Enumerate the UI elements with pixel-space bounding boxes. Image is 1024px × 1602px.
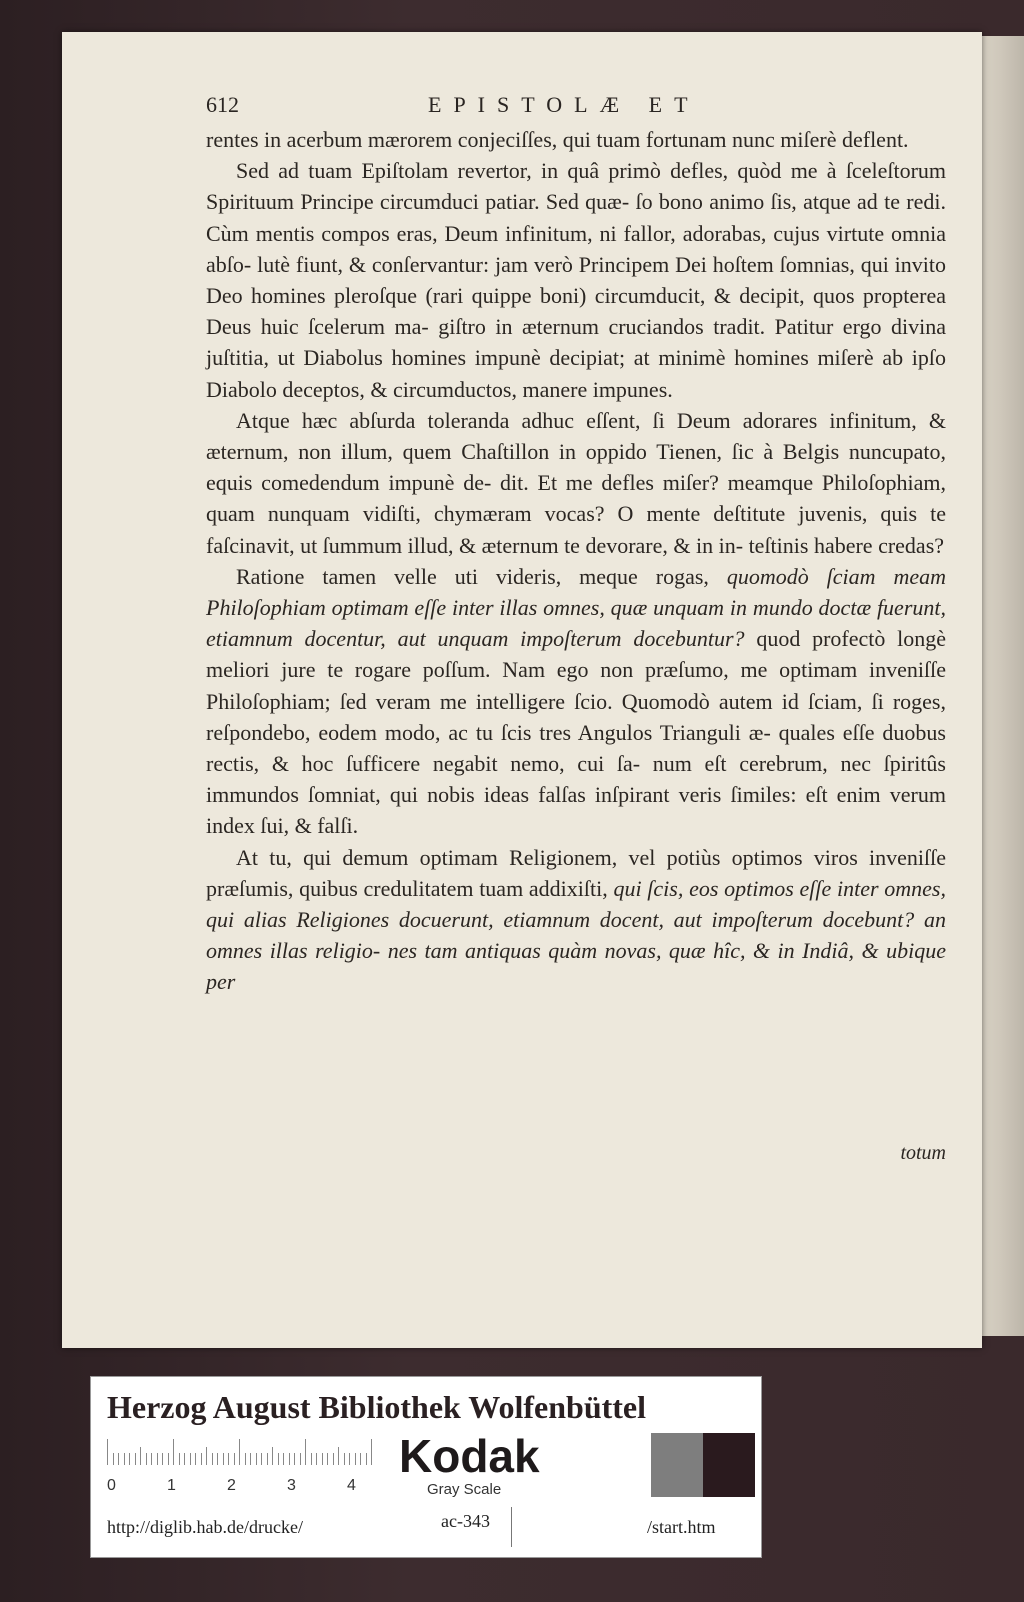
gray-scale-patches [599,1433,755,1497]
running-head [206,92,766,122]
italic-text: etiamnum docent, aut impoſterum docebunt? an omnes illas religio- [206,907,946,964]
text-line: Ratione tamen velle uti videris, meque rogas, [236,563,727,589]
ruler-tick [107,1439,108,1465]
text-line: vidiſti, chymæram vocas? O mente deſtitute juvenis, quis te [362,501,946,527]
ruler-tick [261,1453,262,1465]
gray-patch-dark [703,1433,755,1497]
catchword: totum [900,1142,946,1164]
text-line: ſomnias, qui invito Deo homines pleroſque (rari quippe boni) [206,251,947,309]
ruler-scale [107,1439,377,1465]
url-suffix: /start.htm [647,1517,716,1537]
ruler-tick [217,1453,218,1465]
kodak-logo: Kodak [399,1430,540,1482]
text-line: infinitum, & æternum, non illum, quem Chaſtillon in oppido [206,407,946,465]
text-line: quales eſſe duobus rectis, & hoc ſufficere negabit nemo, cui ſa- [206,719,946,777]
ruler-tick [118,1453,119,1465]
paragraph-4 [206,561,946,842]
text-line: ab ipſo Diabolo deceptos, & circumductos, manere impunes. [206,345,946,402]
ruler-tick [184,1453,185,1465]
ruler-tick [113,1453,114,1465]
text-line: faſcinavit, ut ſummum illud, & æternum te devorare, & in in- [206,532,749,558]
ruler-tick [305,1439,306,1465]
ruler-tick [239,1439,240,1465]
ruler-tick [223,1453,224,1465]
ruler-tick [327,1453,328,1465]
ruler-tick [344,1453,345,1465]
ruler-tick [179,1453,180,1465]
ruler-number: 4 [347,1477,356,1494]
text-line: dit. Et me defles miſer? meamque Philoſophiam, quam nunquam [206,470,946,527]
archive-color-card [90,1376,762,1558]
text-line: miſerè deflent. [780,127,909,152]
text-line: ideas falſas inſpirant veris ſimiles: eſt enim verum index ſui, & [206,782,946,839]
ruler-tick [311,1453,312,1465]
text-line: quod profectò longè meliori jure te rogare poſſum. [206,626,947,683]
page-number: 612 [206,92,239,117]
ruler-tick [294,1453,295,1465]
text-line: Deum infinitum, ni fallor, adorabas, cujus virtute omnia abſo- [206,220,947,277]
ruler-tick [267,1453,268,1465]
italic-text: qui [613,875,648,901]
text-line: ſed veram me intelligere ſcio. Quomodò autem id ſciam, ſi roges, [339,688,946,714]
text-line: circumducit, & decipit, quos propterea Deus huic ſcelerum ma- [206,283,946,340]
ruler-tick [206,1447,207,1465]
text-line: At tu, qui demum optimam Religionem, vel potiùs optimos [236,844,814,870]
ruler-tick [173,1439,174,1465]
italic-text: meam Philoſophiam optimam eſſe inter illas omnes, quæ unquam in [206,563,946,621]
ruler-tick [129,1453,130,1465]
text-line: viros inveniſſe præſumis, quibus credulitatem tuam addixiſti, [206,844,946,901]
ruler-tick [360,1453,361,1465]
ruler-tick [157,1453,158,1465]
gray-patch-white [599,1433,651,1497]
ruler-tick [228,1453,229,1465]
ruler-tick [272,1447,273,1465]
paragraph-2 [206,155,946,405]
library-url: http://diglib.hab.de/drucke/ [107,1517,303,1537]
italic-text: docebuntur? [633,626,757,652]
ruler-tick [201,1453,202,1465]
ruler-tick [146,1453,147,1465]
text-line: ſo bono animo ſis, atque ad te redi. Cùm mentis compos eras, [206,189,946,246]
next-page-edge [976,36,1024,1336]
ruler-tick [195,1453,196,1465]
ruler-tick [140,1447,141,1465]
ruler-tick [256,1453,257,1465]
ruler-tick [245,1453,246,1465]
ruler-number: 3 [287,1477,296,1494]
ruler-tick [250,1453,251,1465]
paragraph-3 [206,405,946,561]
text-line: Tienen, ſic à Belgis nuncupato, equis comedendum impunè de- [206,439,946,496]
running-head-title: EPISTOLÆ ET [428,92,700,117]
ruler-tick [355,1453,356,1465]
paragraph-5 [206,842,946,998]
library-name: Herzog August Bibliothek Wolfenbüttel [107,1389,647,1425]
text-line: Nam ego non præſumo, me optimam inveniſſe Philoſophiam; [206,657,947,714]
ruler-tick [278,1453,279,1465]
italic-text: mundo doctæ fuerunt, etiamnum docentur, aut unquam impoſterum [206,595,946,652]
text-line: reſpondebo, eodem modo, ac tu ſcis tres Angulos Trianguli æ- [206,719,779,745]
shelfmark: ac-343 [441,1511,490,1531]
ruler-tick [316,1453,317,1465]
ruler-tick [212,1453,213,1465]
ruler-tick [151,1453,152,1465]
ruler-tick [338,1447,339,1465]
ruler-tick [300,1453,301,1465]
text-line: me à ſceleſtorum Spirituum Principe circumduci patiar. Sed quæ- [206,158,947,215]
ruler-tick [283,1453,284,1465]
gray-scale-label: Gray Scale [427,1481,502,1498]
text-line: teſtinis habere credas? [748,532,945,558]
ruler-tick [322,1453,323,1465]
ruler-number: 0 [107,1477,116,1494]
ruler-tick [162,1453,163,1465]
paragraph-1 [206,124,946,155]
text-line: falſi. [317,813,359,839]
ruler-tick [234,1453,235,1465]
ruler-tick [366,1453,367,1465]
text-line: giſtro in æternum cruciandos tradit. Patitur ergo divina juſtitia, [206,314,946,371]
ruler-numbers [107,1477,407,1497]
ruler-tick [289,1453,290,1465]
ruler-number: 1 [167,1477,176,1494]
italic-text: quomodò ſciam [726,563,894,589]
text-line: Atque hæc abſurda toleranda adhuc eſſent, ſi Deum adorares [236,407,830,433]
text-line: num eſt cerebrum, nec ſpiritûs immundos ſomniat, qui nobis [206,751,946,808]
text-line: ut Diabolus homines impunè decipiat; at minimè homines miſerè [277,345,883,371]
divider [511,1507,512,1547]
italic-text: ſcis, eos optimos eſſe inter omnes, qui alias Religiones docuerunt, [206,875,946,933]
text-line: lutè fiunt, & conſervantur: jam verò Principem Dei hoſtem [257,251,780,277]
text-line: rentes in acerbum mærorem conjeciſſes, qui tuam fortunam nunc [206,127,781,152]
ruler-tick [371,1439,372,1465]
ruler-tick [168,1453,169,1465]
ruler-tick [333,1453,334,1465]
text-line: Sed ad tuam Epiſtolam revertor, in quâ primò defles, quòd [236,158,791,184]
ruler-number: 2 [227,1477,236,1494]
ruler-tick [349,1453,350,1465]
page-body [206,124,946,998]
ruler-tick [124,1453,125,1465]
italic-text: nes tam antiquas quàm novas, quæ hîc, & in Indiâ, & ubique per [206,938,946,995]
ruler-tick [190,1453,191,1465]
gray-patch-mid [651,1433,703,1497]
ruler-tick [135,1453,136,1465]
